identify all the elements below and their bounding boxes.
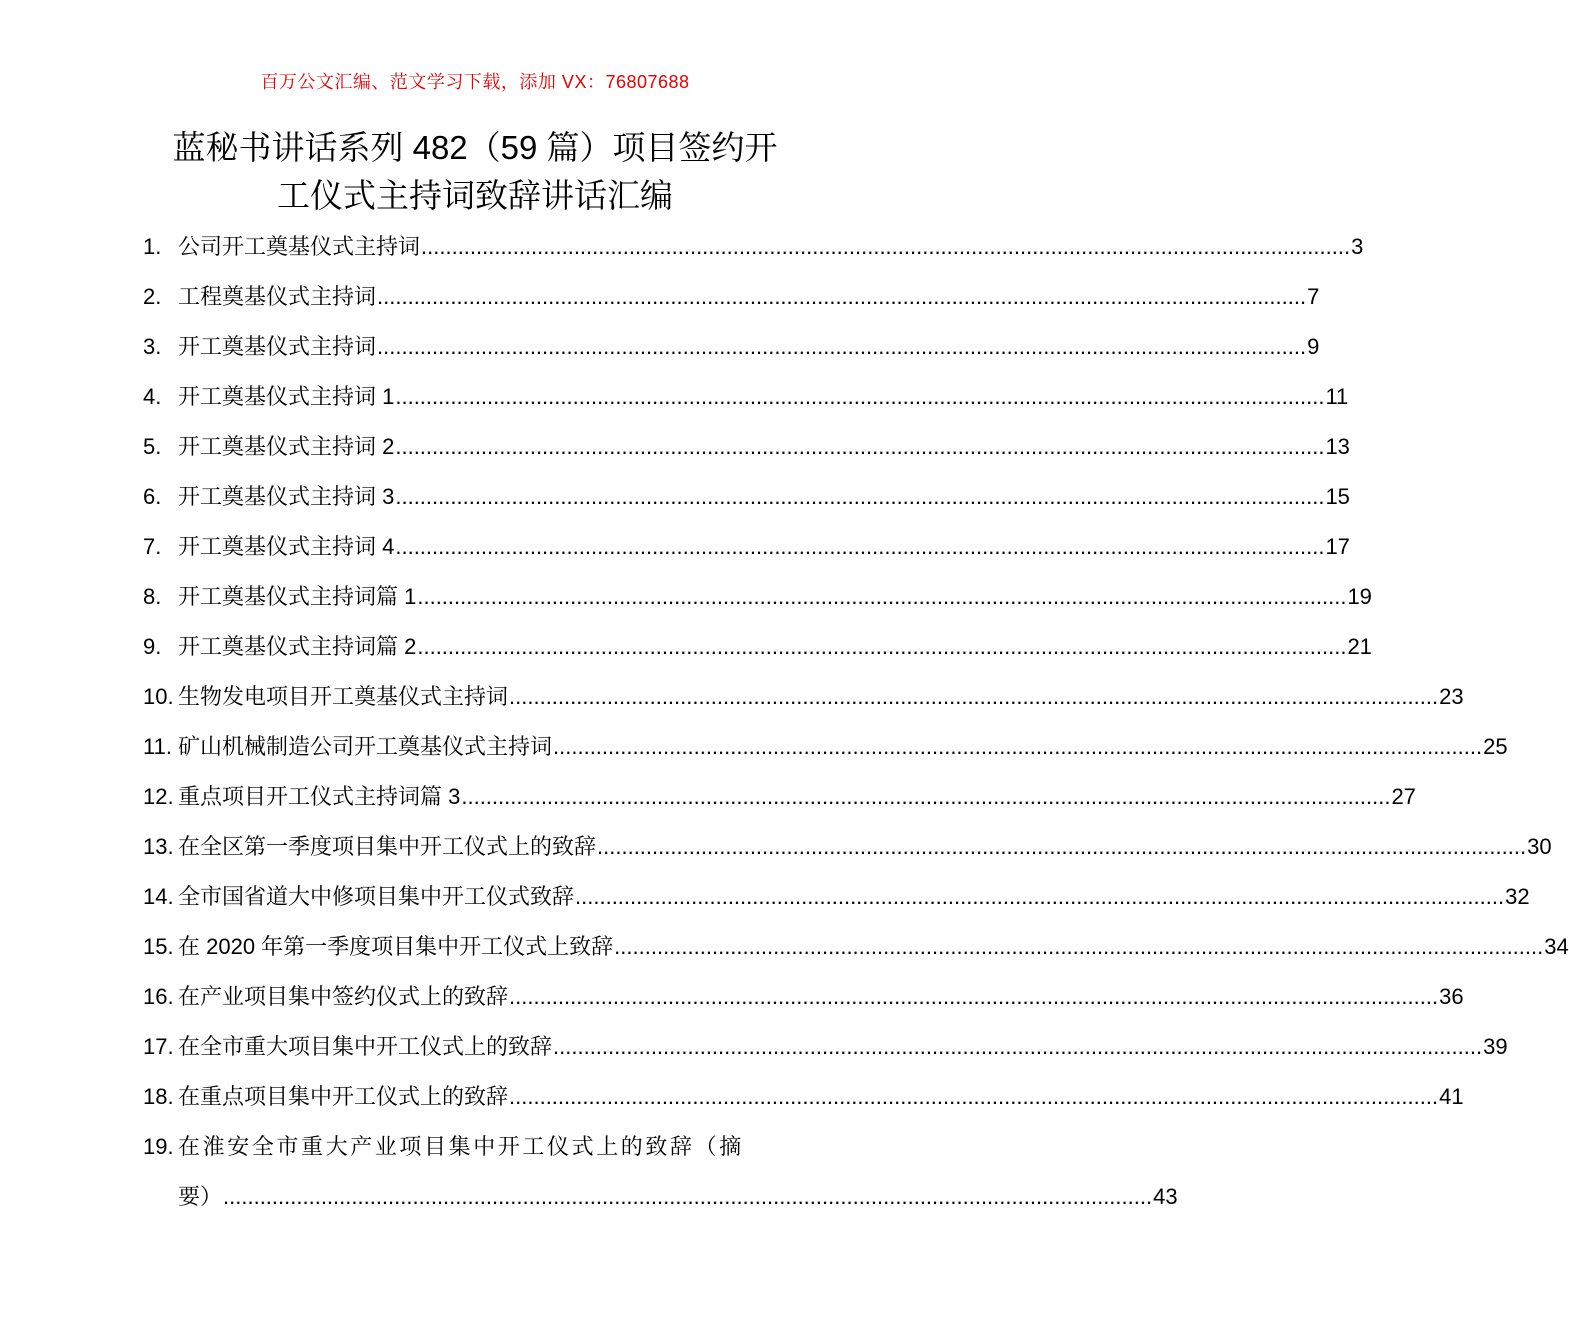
toc-number: 7. [143, 534, 162, 559]
toc-page: 41 [1439, 1084, 1464, 1109]
toc-entry[interactable] [143, 322, 1320, 372]
toc-entry[interactable] [143, 772, 1416, 822]
toc-page: 11 [1325, 384, 1349, 409]
toc-title: 重点项目开工仪式主持词篇 3 [178, 784, 461, 809]
toc-entry[interactable] [143, 822, 1552, 872]
toc-page: 15 [1325, 484, 1350, 509]
toc-leader [377, 322, 1306, 372]
toc-entry[interactable] [143, 1022, 1508, 1072]
toc-entry[interactable] [143, 472, 1350, 522]
toc-title: 工程奠基仪式主持词 [178, 284, 377, 309]
toc-title: 在重点项目集中开工仪式上的致辞 [178, 1084, 509, 1109]
toc-page: 25 [1483, 734, 1508, 759]
toc-number: 12. [143, 784, 174, 809]
toc-page: 17 [1325, 534, 1350, 559]
toc-title: 在全市重大项目集中开工仪式上的致辞 [178, 1034, 553, 1059]
toc-page: 27 [1391, 784, 1416, 809]
toc-entry[interactable] [143, 422, 1350, 472]
toc-leader [597, 822, 1526, 872]
toc-page: 36 [1439, 984, 1464, 1009]
toc-title: 在全区第一季度项目集中开工仪式上的致辞 [178, 834, 597, 859]
toc-page: 19 [1347, 584, 1372, 609]
toc-leader [395, 522, 1324, 572]
toc-title: 矿山机械制造公司开工奠基仪式主持词 [178, 734, 553, 759]
toc-number: 16. [143, 984, 174, 1009]
toc-number: 2. [143, 284, 162, 309]
title-line-1: 蓝秘书讲话系列 482（59 篇）项目签约开 [172, 129, 778, 166]
toc-page: 39 [1483, 1034, 1508, 1059]
toc-title: 开工奠基仪式主持词 2 [178, 434, 395, 459]
toc-number: 3. [143, 334, 162, 359]
toc-page: 3 [1351, 234, 1364, 259]
toc-number: 1. [143, 234, 162, 259]
toc-entry[interactable] [143, 1122, 1178, 1222]
toc-number: 14. [143, 884, 174, 909]
toc-entry[interactable] [143, 522, 1350, 572]
document-title [140, 124, 810, 220]
toc-page: 30 [1527, 834, 1552, 859]
title-line-2: 工仪式主持词致辞讲话汇编 [277, 177, 673, 214]
toc-number: 5. [143, 434, 162, 459]
toc-entry[interactable] [143, 222, 1364, 272]
toc-number: 15. [143, 934, 174, 959]
toc-leader [395, 422, 1324, 472]
toc-entry[interactable] [143, 922, 1569, 972]
toc-number: 19. [143, 1134, 174, 1159]
toc-leader [614, 922, 1543, 972]
toc-leader [509, 972, 1438, 1022]
toc-leader [509, 1072, 1438, 1122]
toc-title-continued: 要） [178, 1184, 223, 1209]
toc-number: 13. [143, 834, 174, 859]
toc-leader [575, 872, 1504, 922]
header-note: 百万公文汇编、范文学习下载，添加 VX：76807688 [260, 72, 690, 92]
toc-entry[interactable] [143, 272, 1320, 322]
toc-number: 8. [143, 584, 162, 609]
toc-entry[interactable] [143, 572, 1372, 622]
toc-entry[interactable] [143, 872, 1530, 922]
toc-title: 开工奠基仪式主持词 [178, 334, 377, 359]
toc-page: 13 [1325, 434, 1350, 459]
toc-leader [395, 472, 1324, 522]
toc-title: 在淮安全市重大产业项目集中开工仪式上的致辞（摘 [178, 1134, 744, 1159]
toc-title: 开工奠基仪式主持词 3 [178, 484, 395, 509]
toc-page: 34 [1544, 934, 1569, 959]
toc-number: 6. [143, 484, 162, 509]
toc-title: 公司开工奠基仪式主持词 [178, 234, 421, 259]
toc-entry[interactable] [143, 622, 1372, 672]
toc-entry[interactable] [143, 372, 1349, 422]
toc-leader [553, 1022, 1482, 1072]
toc-page: 21 [1347, 634, 1372, 659]
toc-leader [553, 722, 1482, 772]
toc-title: 生物发电项目开工奠基仪式主持词 [178, 684, 509, 709]
toc-entry[interactable] [143, 1072, 1464, 1122]
toc-page: 9 [1307, 334, 1320, 359]
toc-page: 43 [1153, 1184, 1178, 1209]
toc-title: 开工奠基仪式主持词篇 1 [178, 584, 417, 609]
toc-leader [461, 772, 1390, 822]
toc-leader [223, 1172, 1152, 1222]
toc-title: 在产业项目集中签约仪式上的致辞 [178, 984, 509, 1009]
toc-number: 10. [143, 684, 174, 709]
toc-number: 4. [143, 384, 162, 409]
toc-page: 7 [1307, 284, 1320, 309]
toc-page: 23 [1439, 684, 1464, 709]
toc-entry[interactable] [143, 722, 1508, 772]
toc-title: 开工奠基仪式主持词 4 [178, 534, 395, 559]
toc-title: 全市国省道大中修项目集中开工仪式致辞 [178, 884, 575, 909]
toc-number: 18. [143, 1084, 174, 1109]
toc-title: 在 2020 年第一季度项目集中开工仪式上致辞 [178, 934, 614, 959]
table-of-contents [143, 222, 1569, 1222]
toc-number: 11. [143, 734, 172, 759]
toc-leader [395, 372, 1324, 422]
toc-title: 开工奠基仪式主持词 1 [178, 384, 395, 409]
toc-leader [421, 222, 1350, 272]
toc-leader [377, 272, 1306, 322]
toc-leader [509, 672, 1438, 722]
toc-entry[interactable] [143, 672, 1464, 722]
toc-leader [417, 622, 1346, 672]
toc-number: 9. [143, 634, 162, 659]
toc-leader [417, 572, 1346, 622]
toc-entry[interactable] [143, 972, 1464, 1022]
toc-page: 32 [1505, 884, 1530, 909]
toc-number: 17. [143, 1034, 174, 1059]
toc-title: 开工奠基仪式主持词篇 2 [178, 634, 417, 659]
